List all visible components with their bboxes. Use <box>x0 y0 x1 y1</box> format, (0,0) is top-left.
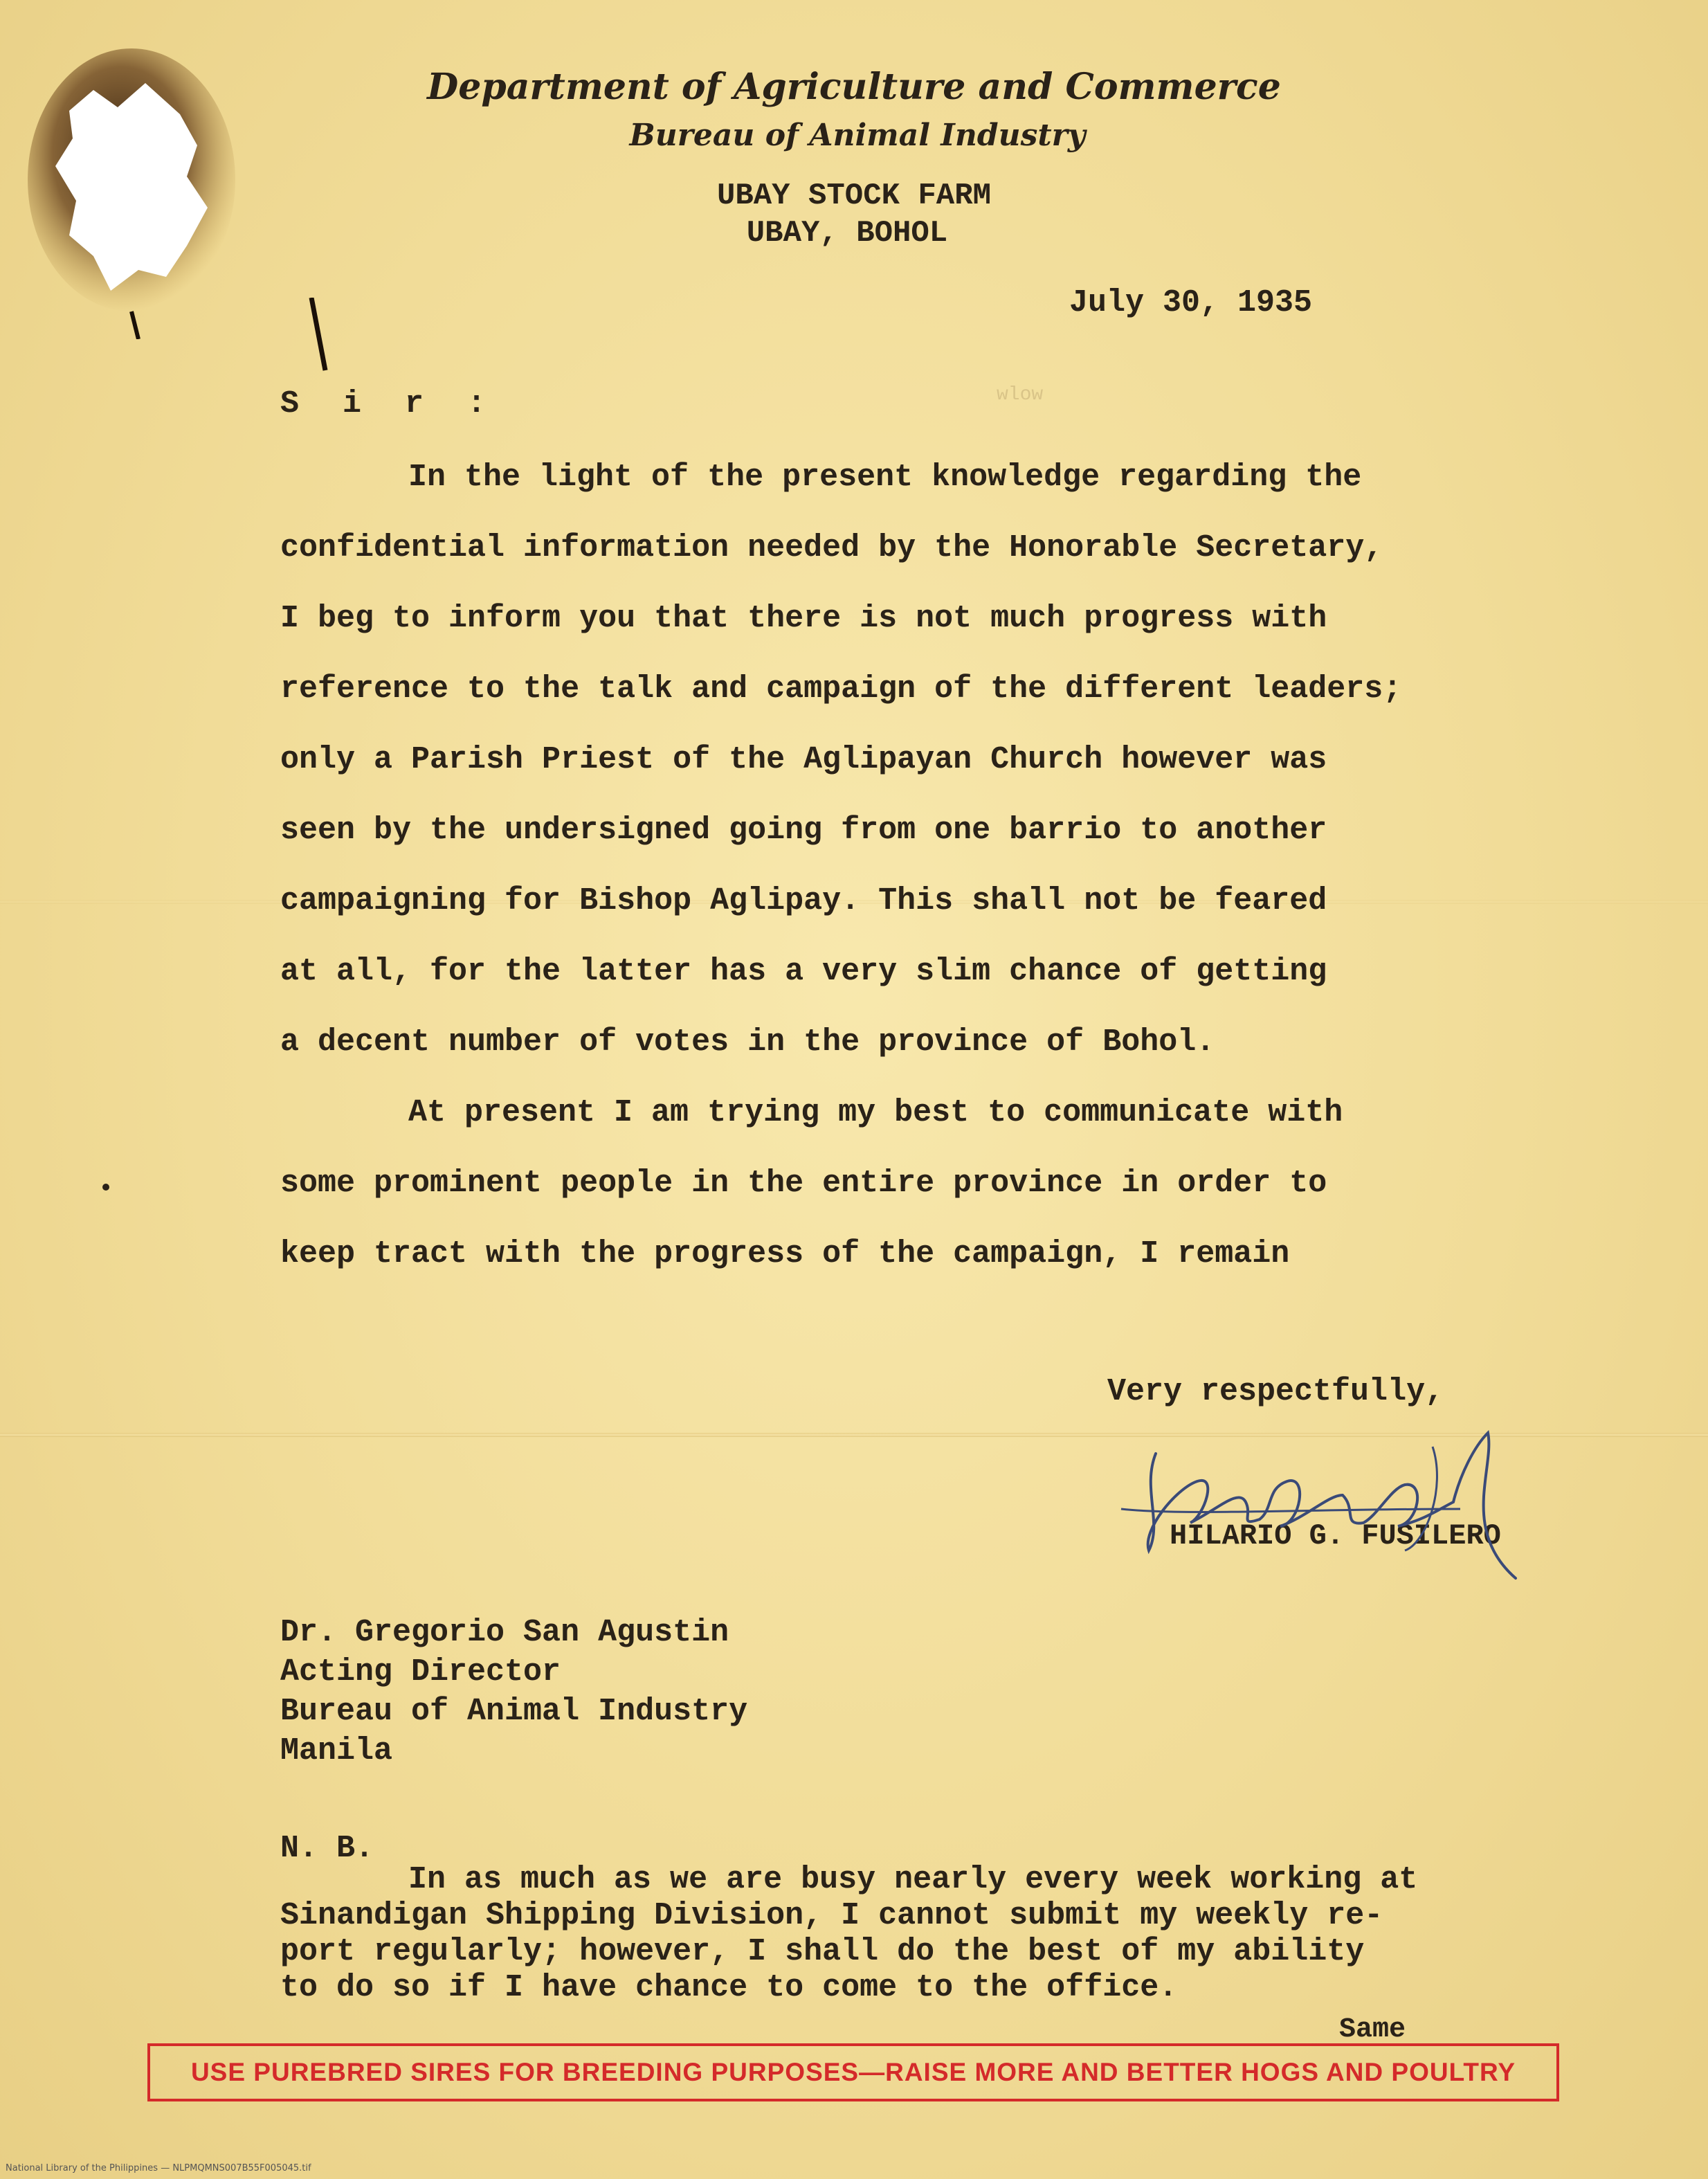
letterhead-bureau: Bureau of Animal Industry <box>629 118 1086 153</box>
nb-line: In as much as we are busy nearly every week working at <box>408 1862 1418 1897</box>
address-line: Bureau of Animal Industry <box>280 1694 748 1729</box>
body-line: a decent number of votes in the province of Bohol. <box>280 1024 1215 1060</box>
recipient-address <box>280 1613 747 1771</box>
faint-stamp-text: wlow <box>997 384 1044 406</box>
body-line: keep tract with the progress of the campaign, I remain <box>280 1236 1290 1272</box>
body-line: I beg to inform you that there is not much progress with <box>280 601 1327 636</box>
letterhead-farm: UBAY STOCK FARM <box>716 179 992 213</box>
body-line: campaigning for Bishop Aglipay. This shall not be feared <box>280 883 1327 919</box>
nb-note <box>280 1862 1417 2006</box>
letter-body <box>280 457 1595 1304</box>
address-line: Dr. Gregorio San Agustin <box>280 1615 729 1650</box>
closing-phrase: Very respectfully, <box>1107 1374 1444 1409</box>
body-line: confidential information needed by the Honorable Secretary, <box>280 530 1383 566</box>
address-line: Manila <box>280 1733 393 1769</box>
body-line: some prominent people in the entire province in order to <box>280 1166 1327 1201</box>
same-note: Same <box>1339 2014 1406 2045</box>
address-line: Acting Director <box>280 1654 561 1690</box>
letterhead-location: UBAY, BOHOL <box>746 216 948 251</box>
handwritten-signature-image <box>1100 1405 1543 1585</box>
nb-line: Sinandigan Shipping Division, I cannot submit my weekly re- <box>280 1898 1383 1933</box>
body-line: In the light of the present knowledge regarding the <box>408 460 1362 495</box>
signer-name: HILARIO G. FUSILERO <box>1170 1519 1501 1553</box>
body-line: reference to the talk and campaign of the different leaders; <box>280 671 1402 707</box>
footer-banner: USE PUREBRED SIRES FOR BREEDING PURPOSES—RAISE MORE AND BETTER HOGS AND POULTRY <box>147 2043 1559 2101</box>
letterhead-department: Department of Agriculture and Commerce <box>427 66 1281 108</box>
body-line: seen by the undersigned going from one barrio to another <box>280 813 1327 848</box>
salutation: S i r : <box>280 386 499 422</box>
body-line: At present I am trying my best to communicate with <box>408 1095 1343 1130</box>
nb-label: N. B. <box>280 1831 374 1866</box>
archive-caption: National Library of the Philippines — NLPMQMNS007B55F005045.tif <box>6 2163 311 2173</box>
ink-dot <box>102 1184 109 1191</box>
nb-line: port regularly; however, I shall do the best of my ability <box>280 1934 1365 1969</box>
body-line: at all, for the latter has a very slim chance of getting <box>280 954 1327 989</box>
ink-mark-image <box>305 298 332 374</box>
letter-date: July 30, 1935 <box>1069 285 1313 320</box>
nb-line: to do so if I have chance to come to the office. <box>280 1970 1178 2005</box>
body-line: only a Parish Priest of the Aglipayan Church however was <box>280 742 1327 777</box>
